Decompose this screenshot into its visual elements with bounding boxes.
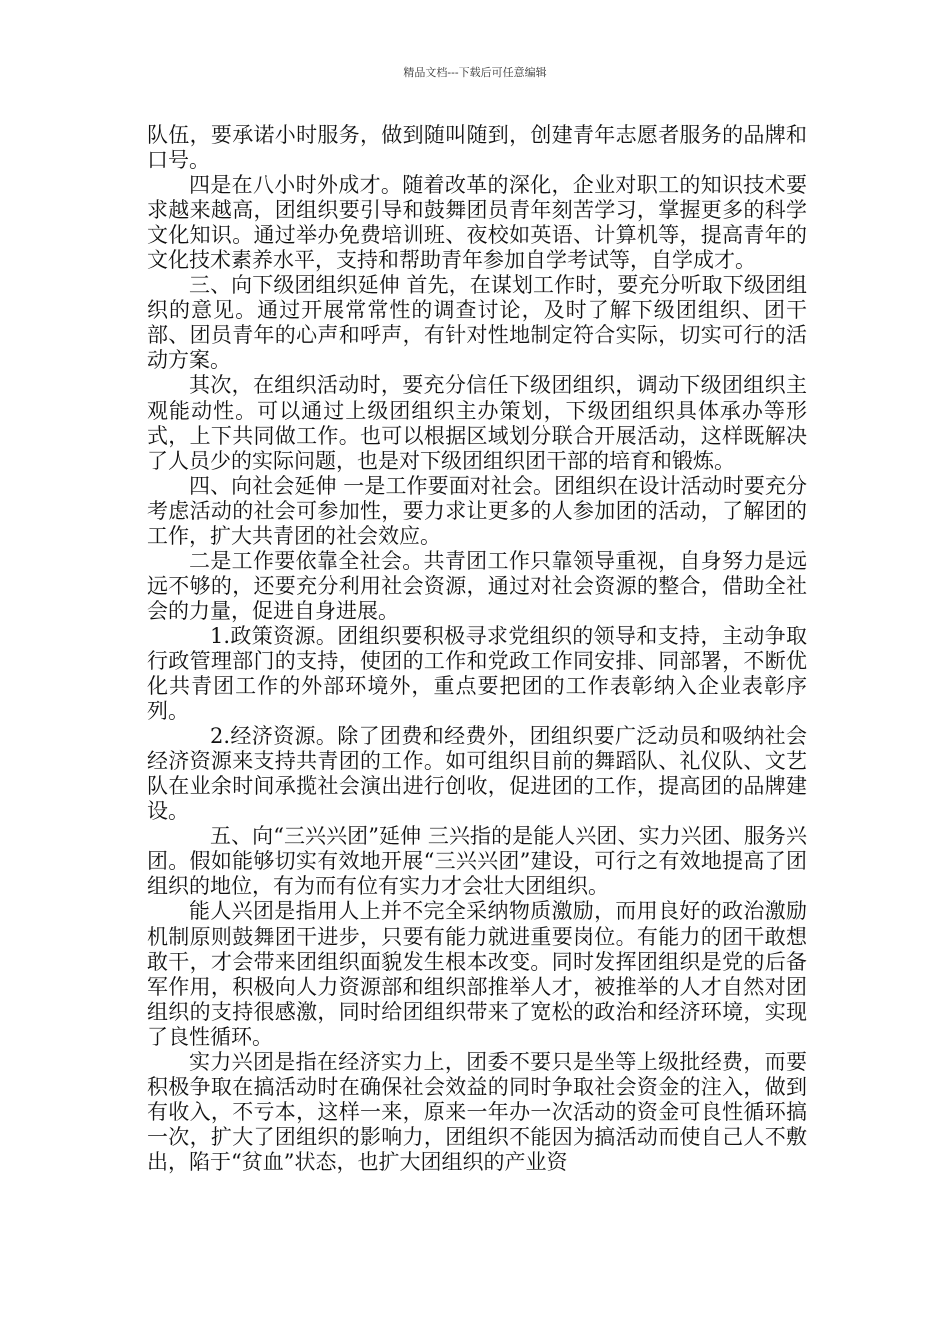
paragraph-2: 四是在八小时外成才。随着改革的深化，企业对职工的知识技术要求越来越高，团组织要引导和鼓舞团员青年刻苦学习，掌握更多的科学文化知识。通过举办免费培训班、夜校如英语、计算机等，提高青年的文化技术素养水平，支持和帮助青年参加自学考试等，自学成才。 — [147, 173, 807, 273]
paragraph-11: 实力兴团是指在经济实力上，团委不要只是坐等上级批经费，而要积极争取在搞活动时在确保社会效益的同时争取社会资金的注入，做到有收入，不亏本，这样一来，原来一年办一次活动的资金可良性循环搞一次，扩大了团组织的影响力，团组织不能因为搞活动而使自己人不敷出，陷于“贫血”状态，也扩大团组织的产业资 — [147, 1049, 807, 1174]
paragraph-8: 2.经济资源。除了团费和经费外，团组织要广泛动员和吸纳社会经济资源来支持共青团的工作。如可组织目前的舞蹈队、礼仪队、文艺队在业余时间承揽社会演出进行创收，促进团的工作，提高团的品牌建设。 — [147, 724, 807, 824]
page-header: 精品文档---下载后可任意编辑 — [403, 66, 547, 79]
document-body — [147, 123, 807, 1175]
paragraph-7: 1.政策资源。团组织要积极寻求党组织的领导和支持，主动争取行政管理部门的支持，使团的工作和党政工作同安排、同部署，不断优化共青团工作的外部环境外，重点要把团的工作表彰纳入企业表彰序列。 — [147, 623, 807, 724]
paragraph-5: 四、向社会延伸 一是工作要面对社会。团组织在设计活动时要充分考虑活动的社会可参加性，要力求让更多的人参加团的活动，了解团的工作，扩大共青团的社会效应。 — [147, 473, 807, 548]
paragraph-6: 二是工作要依靠全社会。共青团工作只靠领导重视，自身努力是远远不够的，还要充分利用社会资源，通过对社会资源的整合，借助全社会的力量，促进自身进展。 — [147, 548, 807, 623]
paragraph-1: 队伍，要承诺小时服务，做到随叫随到，创建青年志愿者服务的品牌和口号。 — [147, 123, 807, 173]
paragraph-4: 其次，在组织活动时，要充分信任下级团组织，调动下级团组织主观能动性。可以通过上级团组织主办策划，下级团组织具体承办等形式，上下共同做工作。也可以根据区域划分联合开展活动，这样既解决了人员少的实际问题，也是对下级团组织团干部的培育和锻炼。 — [147, 373, 807, 473]
paragraph-9: 五、向“三兴兴团”延伸 三兴指的是能人兴团、实力兴团、服务兴团。假如能够切实有效地开展“三兴兴团”建设，可行之有效地提高了团组织的地位，有为而有位有实力才会壮大团组织。 — [147, 824, 807, 899]
paragraph-3: 三、向下级团组织延伸 首先，在谋划工作时，要充分听取下级团组织的意见。通过开展常常性的调查讨论，及时了解下级团组织、团干部、团员青年的心声和呼声，有针对性地制定符合实际，切实可行的活动方案。 — [147, 273, 807, 373]
paragraph-10: 能人兴团是指用人上并不完全采纳物质激励，而用良好的政治激励机制原则鼓舞团干进步，只要有能力就进重要岗位。有能力的团干敢想敢干，才会带来团组织面貌发生根本改变。同时发挥团组织是党的后备军作用，积极向人力资源部和组织部推举人才，被推举的人才自然对团组织的支持很感激，同时给团组织带来了宽松的政治和经济环境，实现了良性循环。 — [147, 899, 807, 1049]
